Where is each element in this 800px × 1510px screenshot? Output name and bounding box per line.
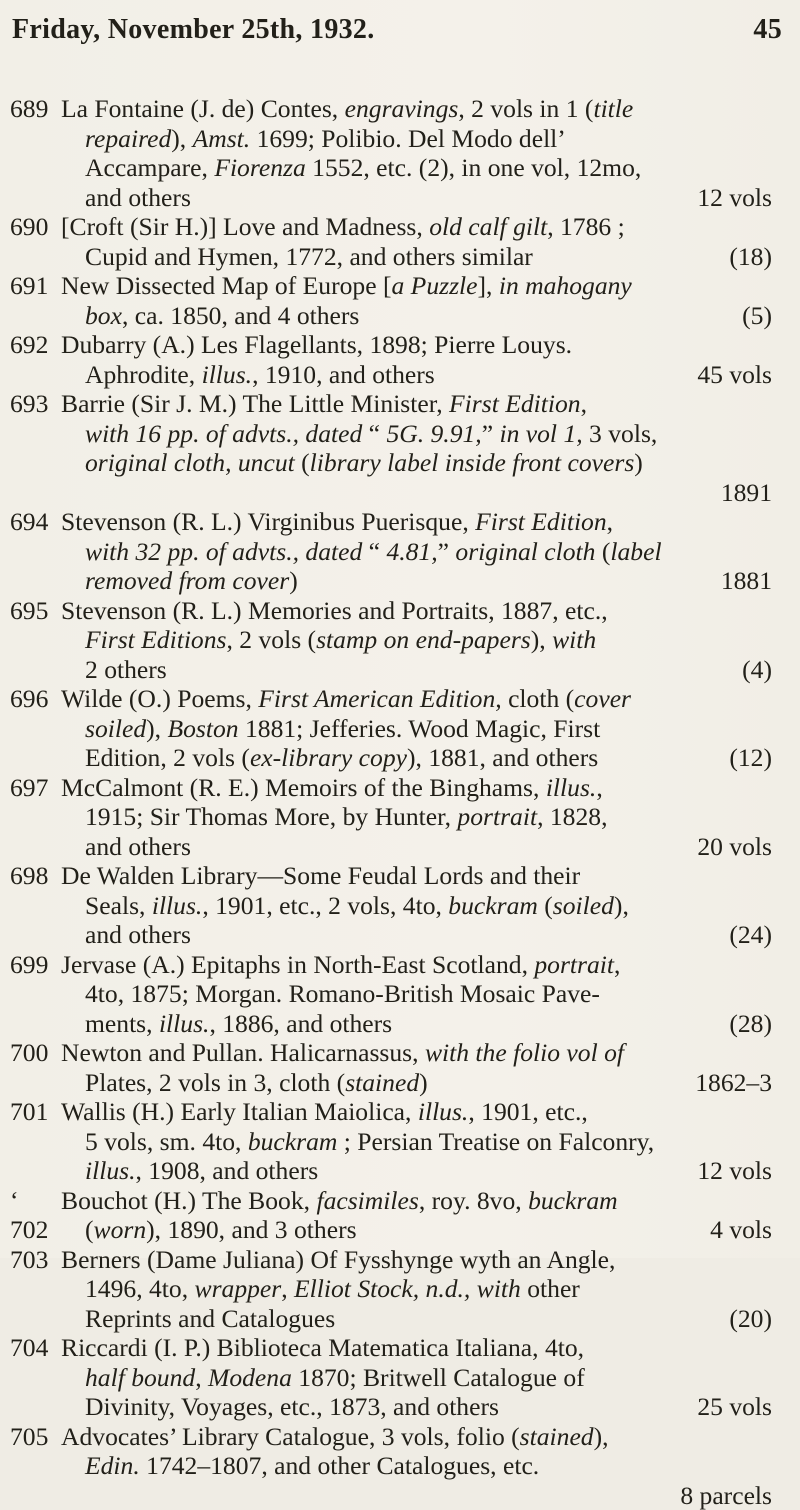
lot-text-line: Stevenson (R. L.) Virginibus Puerisque, First Edition, <box>61 507 772 537</box>
lot-text-line: half bound, Modena 1870; Britwell Catalogue of <box>61 1363 772 1393</box>
lot-final-line <box>61 1304 772 1334</box>
lot-quantity: (20) <box>729 1304 772 1334</box>
lot-text-line: with 16 pp. of advts., dated “ 5G. 9.91,” in vol 1, 3 vols, <box>61 419 772 449</box>
lot-text-line: Wilde (O.) Poems, First American Edition, cloth (cover <box>61 684 772 714</box>
lot-quantity: 8 parcels <box>61 1481 772 1510</box>
lot-entry <box>0 861 800 950</box>
lot-number: 703 <box>10 1245 56 1275</box>
lot-text-tail: and others <box>85 183 191 213</box>
lot-final-line <box>61 1009 772 1039</box>
lot-text-tail: and others <box>85 832 191 862</box>
lot-text-tail: Reprints and Catalogues <box>85 1304 335 1334</box>
lot-description <box>61 1186 772 1245</box>
lot-description <box>61 507 772 596</box>
lot-final-line <box>61 1392 772 1422</box>
lot-number: 697 <box>10 773 56 803</box>
lot-text-line: Newton and Pullan. Halicarnassus, with the folio vol of <box>61 1038 772 1068</box>
lot-text-line: [Croft (Sir H.)] Love and Madness, old calf gilt, 1786 ; <box>61 212 772 242</box>
lot-text-line: Accampare, Fiorenza 1552, etc. (2), in one vol, 12mo, <box>61 153 772 183</box>
lot-quantity: (4) <box>742 655 772 685</box>
lot-description <box>61 950 772 1039</box>
lot-entry <box>0 1097 800 1186</box>
lot-entry <box>0 94 800 212</box>
lot-text-line: repaired), Amst. 1699; Polibio. Del Modo dell’ <box>61 124 772 154</box>
lot-text-tail: Cupid and Hymen, 1772, and others similar <box>85 242 533 272</box>
lot-text-tail: 2 others <box>85 655 167 685</box>
lot-description <box>61 94 772 212</box>
lot-number: 689 <box>10 94 56 124</box>
lot-quantity: (5) <box>742 301 772 331</box>
page-number: 45 <box>753 14 782 46</box>
lot-final-line <box>61 920 772 950</box>
lot-text-line: Edin. 1742–1807, and other Catalogues, etc. <box>61 1451 772 1481</box>
lot-number: 690 <box>10 212 56 242</box>
lot-text-line: New Dissected Map of Europe [a Puzzle], in mahogany <box>61 271 772 301</box>
lot-text-line: De Walden Library—Some Feudal Lords and their <box>61 861 772 891</box>
lot-final-line <box>61 183 772 213</box>
lot-description <box>61 1333 772 1422</box>
lot-final-line <box>61 1068 772 1098</box>
lot-list <box>0 94 800 1510</box>
lot-quantity: (18) <box>729 242 772 272</box>
lot-quantity: (28) <box>729 1009 772 1039</box>
lot-entry <box>0 330 800 389</box>
lot-description <box>61 271 772 330</box>
lot-text-line: 4to, 1875; Morgan. Romano-British Mosaic Pave- <box>61 979 772 1009</box>
lot-text-line: Barrie (Sir J. M.) The Little Minister, First Edition, <box>61 389 772 419</box>
lot-text-line: Jervase (A.) Epitaphs in North-East Scotland, portrait, <box>61 950 772 980</box>
lot-quantity: 45 vols <box>697 360 772 390</box>
lot-entry <box>0 1333 800 1422</box>
lot-number: 695 <box>10 596 56 626</box>
lot-number: 701 <box>10 1097 56 1127</box>
lot-description <box>61 389 772 507</box>
lot-quantity: (24) <box>729 920 772 950</box>
lot-text-line: Stevenson (R. L.) Memories and Portraits, 1887, etc., <box>61 596 772 626</box>
lot-entry <box>0 507 800 596</box>
lot-quantity: 1862–3 <box>695 1068 772 1098</box>
lot-text-line: Dubarry (A.) Les Flagellants, 1898; Pierre Louys. <box>61 330 772 360</box>
lot-text-line: with 32 pp. of advts., dated “ 4.81,” original cloth (label <box>61 537 772 567</box>
lot-final-line <box>61 360 772 390</box>
lot-entry <box>0 1186 800 1245</box>
lot-text-line: 1915; Sir Thomas More, by Hunter, portrait, 1828, <box>61 802 772 832</box>
lot-final-line <box>61 566 772 596</box>
lot-quantity: 1891 <box>61 478 772 508</box>
lot-entry <box>0 950 800 1039</box>
lot-number: ‘ 702 <box>10 1186 56 1245</box>
lot-number: 704 <box>10 1333 56 1363</box>
lot-text-tail: Divinity, Voyages, etc., 1873, and others <box>85 1392 499 1422</box>
lot-text-line: McCalmont (R. E.) Memoirs of the Binghams, illus., <box>61 773 772 803</box>
lot-number: 692 <box>10 330 56 360</box>
lot-text-tail: removed from cover) <box>85 566 298 596</box>
lot-quantity: (12) <box>729 743 772 773</box>
lot-number: 693 <box>10 389 56 419</box>
lot-text-line: Advocates’ Library Catalogue, 3 vols, folio (stained), <box>61 1422 772 1452</box>
lot-entry <box>0 389 800 507</box>
lot-text-line: soiled), Boston 1881; Jefferies. Wood Magic, First <box>61 714 772 744</box>
lot-text-line: Wallis (H.) Early Italian Maiolica, illus., 1901, etc., <box>61 1097 772 1127</box>
lot-number: 705 <box>10 1422 56 1452</box>
lot-entry <box>0 1422 800 1510</box>
lot-final-line <box>61 832 772 862</box>
lot-description <box>61 1422 772 1510</box>
lot-final-line <box>61 655 772 685</box>
lot-quantity: 12 vols <box>697 183 772 213</box>
lot-description <box>61 596 772 685</box>
sale-date: Friday, November 25th, 1932. <box>12 14 375 46</box>
lot-number: 698 <box>10 861 56 891</box>
lot-number: 700 <box>10 1038 56 1068</box>
lot-text-line: First Editions, 2 vols (stamp on end-papers), with <box>61 625 772 655</box>
lot-quantity: 25 vols <box>697 1392 772 1422</box>
lot-text-tail: ments, illus., 1886, and others <box>85 1009 392 1039</box>
lot-final-line <box>61 743 772 773</box>
lot-number: 694 <box>10 507 56 537</box>
lot-text-tail: Aphrodite, illus., 1910, and others <box>85 360 435 390</box>
lot-quantity: 1881 <box>721 566 772 596</box>
lot-quantity: 4 vols <box>710 1215 772 1245</box>
lot-description <box>61 212 772 271</box>
lot-text-line: 5 vols, sm. 4to, buckram ; Persian Treatise on Falconry, <box>61 1127 772 1157</box>
lot-description <box>61 1097 772 1186</box>
lot-text-tail: Edition, 2 vols (ex-library copy), 1881, and others <box>85 743 598 773</box>
lot-text-line: La Fontaine (J. de) Contes, engravings, 2 vols in 1 (title <box>61 94 772 124</box>
lot-final-line <box>61 242 772 272</box>
lot-entry <box>0 596 800 685</box>
lot-text-line: Berners (Dame Juliana) Of Fysshynge wyth an Angle, <box>61 1245 772 1275</box>
lot-description <box>61 1038 772 1097</box>
lot-quantity: 20 vols <box>697 832 772 862</box>
lot-number: 691 <box>10 271 56 301</box>
lot-entry <box>0 684 800 773</box>
lot-text-tail: and others <box>85 920 191 950</box>
lot-text-line: Bouchot (H.) The Book, facsimiles, roy. 8vo, buckram <box>61 1186 772 1216</box>
lot-number: 696 <box>10 684 56 714</box>
lot-final-line <box>61 1156 772 1186</box>
page-header <box>12 10 782 50</box>
lot-text-tail: (worn), 1890, and 3 others <box>85 1215 357 1245</box>
lot-entry <box>0 212 800 271</box>
lot-entry <box>0 1038 800 1097</box>
lot-entry <box>0 773 800 862</box>
lot-description <box>61 330 772 389</box>
lot-description <box>61 773 772 862</box>
lot-quantity: 12 vols <box>697 1156 772 1186</box>
lot-final-line <box>61 1215 772 1245</box>
lot-text-tail: Plates, 2 vols in 3, cloth (stained) <box>85 1068 428 1098</box>
lot-number: 699 <box>10 950 56 980</box>
lot-text-line: 1496, 4to, wrapper, Elliot Stock, n.d., with other <box>61 1274 772 1304</box>
lot-description <box>61 684 772 773</box>
lot-text-tail: box, ca. 1850, and 4 others <box>85 301 359 331</box>
lot-text-line: Seals, illus., 1901, etc., 2 vols, 4to, buckram (soiled), <box>61 891 772 921</box>
lot-entry <box>0 271 800 330</box>
lot-text-line: Riccardi (I. P.) Biblioteca Matematica Italiana, 4to, <box>61 1333 772 1363</box>
lot-text-tail: illus., 1908, and others <box>85 1156 318 1186</box>
lot-description <box>61 861 772 950</box>
lot-text-line: original cloth, uncut (library label inside front covers) <box>61 448 772 478</box>
lot-final-line <box>61 301 772 331</box>
